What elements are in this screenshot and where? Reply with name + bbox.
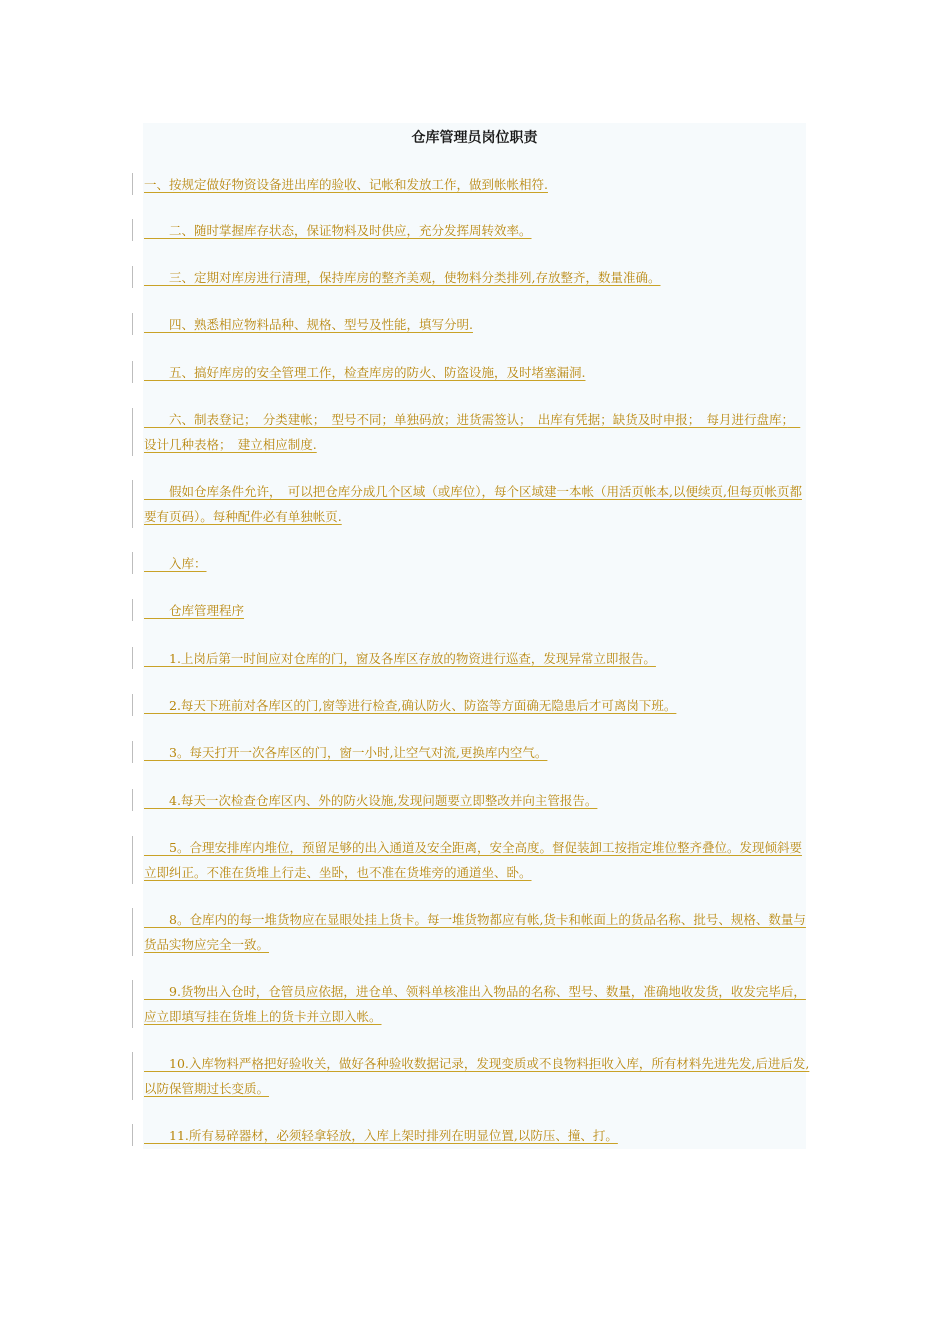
paragraph-6	[144, 407, 812, 457]
paragraph-16	[144, 979, 812, 1029]
paragraph-text: 三、定期对库房进行清理，保持库房的整齐美观，使物料分类排列,存放整齐，数量准确。	[144, 270, 661, 285]
margin-bar	[132, 552, 133, 574]
margin-bar	[132, 836, 133, 884]
paragraph-text: 11.所有易碎器材，必须轻拿轻放，入库上架时排列在明显位置,以防压、撞、打。	[144, 1128, 618, 1143]
paragraph-text: 8。仓库内的每一堆货物应在显眼处挂上货卡。每一堆货物都应有帐,货卡和帐面上的货品名称、批号、规格、数量与货品实物应完全一致。	[144, 912, 806, 952]
paragraph-text: 10.入库物料严格把好验收关，做好各种验收数据记录，发现变质或不良物料拒收入库，所有材料先进先发,后进后发,以防保管期过长变质。	[144, 1056, 810, 1096]
paragraph-text: 一、按规定做好物资设备进出库的验收、记帐和发放工作，做到帐帐相符.	[144, 177, 548, 192]
paragraph-text: 假如仓库条件允许， 可以把仓库分成几个区域（或库位），每个区域建一本帐（用活页帐本,以便续页,但每页帐页都要有页码）。每种配件必有单独帐页.	[144, 484, 802, 524]
paragraph-text: 2.每天下班前对各库区的门,窗等进行检查,确认防火、防盗等方面确无隐患后才可离岗下班。	[144, 698, 677, 713]
paragraph-13	[144, 788, 812, 813]
margin-bar	[132, 694, 133, 716]
paragraph-1	[144, 172, 812, 197]
paragraph-text: 3。每天打开一次各库区的门，窗一小时,让空气对流,更换库内空气。	[144, 745, 548, 760]
paragraph-10	[144, 646, 812, 671]
paragraph-7	[144, 479, 812, 529]
margin-bar	[132, 908, 133, 956]
paragraph-text: 五、搞好库房的安全管理工作，检查库房的防火、防盗设施，及时堵塞漏洞.	[144, 365, 586, 380]
margin-bar	[132, 361, 133, 383]
paragraph-5	[144, 360, 812, 385]
margin-bar	[132, 647, 133, 669]
paragraph-2	[144, 218, 812, 243]
margin-bar	[132, 599, 133, 621]
paragraph-text: 9.货物出入仓时，仓管员应依据，进仓单、领料单核准出入物品的名称、型号、数量，准确地收发货，收发完毕后，应立即填写挂在货堆上的货卡并立即入帐。	[144, 984, 806, 1024]
paragraph-14	[144, 835, 812, 885]
margin-bar	[132, 313, 133, 335]
margin-bar	[132, 480, 133, 528]
paragraph-text: 二、随时掌握库存状态，保证物料及时供应，充分发挥周转效率。	[144, 223, 532, 238]
margin-bar	[132, 980, 133, 1028]
paragraph-4	[144, 312, 812, 337]
paragraph-8	[144, 551, 812, 576]
paragraph-18	[144, 1123, 812, 1148]
paragraph-17	[144, 1051, 812, 1101]
margin-bar	[132, 173, 133, 195]
paragraph-text: 4.每天一次检查仓库区内、外的防火设施,发现问题要立即整改并向主管报告。	[144, 793, 598, 808]
margin-bar	[132, 219, 133, 241]
paragraph-text: 四、熟悉相应物料品种、规格、型号及性能，填写分明.	[144, 317, 473, 332]
margin-bar	[132, 741, 133, 763]
margin-bar	[132, 266, 133, 288]
page-title: 仓库管理员岗位职责	[411, 130, 538, 146]
paragraph-text: 仓库管理程序	[144, 603, 245, 618]
paragraph-11	[144, 693, 812, 718]
paragraph-9	[144, 598, 812, 623]
paragraph-12	[144, 740, 812, 765]
paragraph-text: 六、制表登记； 分类建帐； 型号不同；单独码放；进货需签认； 出库有凭据；缺货及时申报； 每月进行盘库； 设计几种表格； 建立相应制度.	[144, 412, 801, 452]
margin-bar	[132, 789, 133, 811]
margin-bar	[132, 1052, 133, 1100]
paragraph-text: 入库：	[144, 556, 207, 571]
paragraph-15	[144, 907, 812, 957]
paragraph-text: 1.上岗后第一时间应对仓库的门，窗及各库区存放的物资进行巡查，发现异常立即报告。	[144, 651, 656, 666]
paragraph-3	[144, 265, 812, 290]
margin-bar	[132, 1124, 133, 1146]
margin-bar	[132, 408, 133, 456]
paragraph-text: 5。合理安排库内堆位，预留足够的出入通道及安全距离，安全高度。督促装卸工按指定堆位整齐叠位。发现倾斜要立即纠正。不准在货堆上行走、坐卧，也不准在货堆旁的通道坐、卧。	[144, 840, 802, 880]
